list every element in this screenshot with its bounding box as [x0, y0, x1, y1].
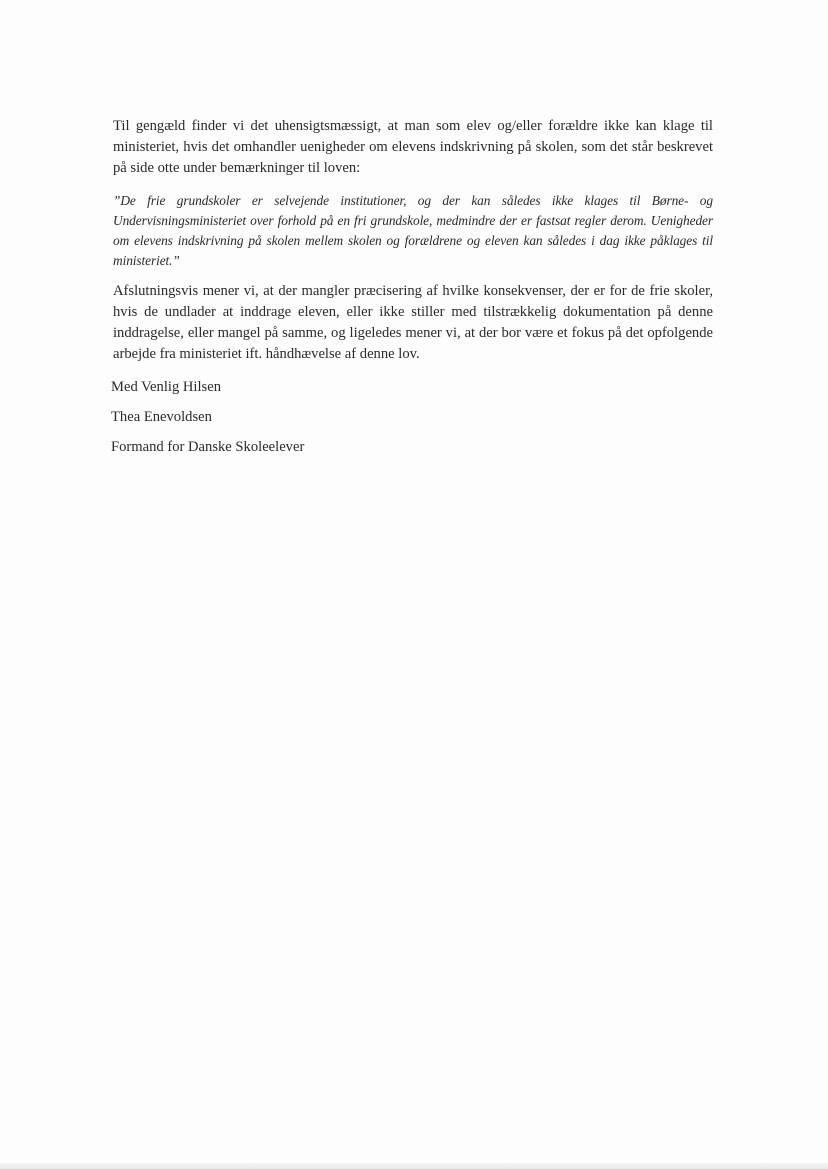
- quoted-remark: ”De frie grundskoler er selvejende institutioner, og der kan således ikke klages til Børne- og Undervisningsministeriet over forhold på en fri grundskole, medmindre der er fastsat regler derom. Uenigheder om elevens indskrivning på skolen mellem skolen og forældrene og eleven kan således i dag ikke påklages til ministeriet.”: [113, 193, 713, 268]
- signer-name: Thea Enevoldsen: [111, 409, 212, 425]
- signer-title: Formand for Danske Skoleelever: [111, 439, 305, 455]
- paragraph-conclusion: Afslutningsvis mener vi, at der mangler præcisering af hvilke konsekvenser, der er for de frie skoler, hvis de undlader at inddrage eleven, eller ikke stiller med tilstrækkelig dokumentation på denne inddragelse, eller mangel på samme, og ligeledes mener vi, at der bor være et fokus på det opfolgende arbejde fra ministeriet ift. håndhævelse af denne lov.: [113, 283, 713, 362]
- paragraph-complaint: Til gengæld finder vi det uhensigtsmæssigt, at man som elev og/eller forældre ikke kan klage til ministeriet, hvis det omhandler uenigheder om elevens indskrivning på skolen, som det står beskrevet på side otte under bemærkninger til loven:: [113, 118, 713, 176]
- signature-block: [111, 372, 304, 462]
- scan-edge: [0, 1163, 828, 1169]
- closing-line: Med Venlig Hilsen: [111, 379, 221, 395]
- letter-body: [113, 116, 713, 377]
